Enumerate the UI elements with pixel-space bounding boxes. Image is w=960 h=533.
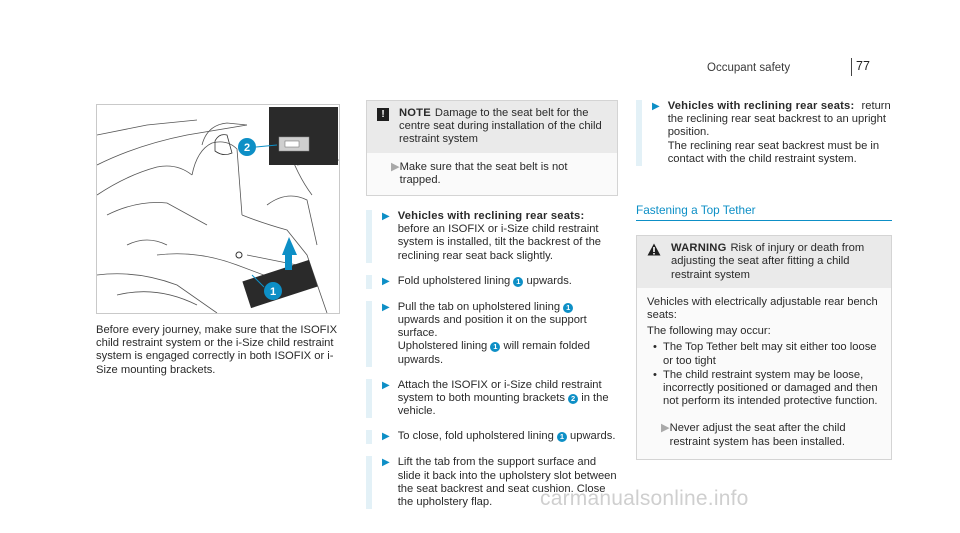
arrow-icon: ▶ [382, 301, 390, 313]
step-text: upwards. [523, 274, 572, 287]
warning-bullet [653, 341, 881, 367]
step-2 [366, 275, 618, 289]
watermark: carmanualsonline.info [540, 487, 749, 510]
note-label: NOTE [399, 107, 431, 119]
step-bar [366, 301, 372, 367]
bullet-text: The child restraint system may be loose, incorrectly positioned or damaged and then not perform its intended protective function. [663, 368, 878, 408]
warning-body [637, 288, 891, 459]
step-text: in the vehicle. [397, 392, 609, 418]
step-1 [366, 210, 618, 263]
warning-text: Risk of injury or death from adjusting the seat after fitting a child restraint system [671, 242, 865, 281]
step-text: upwards and position it on the support surface. [397, 314, 587, 340]
arrow-icon: ▶ [652, 101, 660, 112]
note-header [367, 101, 617, 153]
step-text: Upholstered lining [397, 340, 491, 353]
bullet-icon: • [653, 341, 657, 354]
callout-2: 2 [243, 142, 251, 154]
step-text: Lift the tab from the support surface and slide it back into the upholstery slot between the seat backrest and seat cushion. Close the upholstery flap. [397, 456, 617, 509]
step-bar [366, 210, 372, 263]
step-3 [366, 301, 618, 367]
figure-caption: Before every journey, make sure that the ISOFIX child restraint system or the i-Size child restraint system is engaged correctly in both ISOFIX or i-Size mounting brackets. [96, 324, 338, 376]
step-text: upwards. [566, 430, 616, 443]
note-text: Damage to the seat belt for the centre seat during installation of the child restraint system [399, 107, 602, 146]
warning-box [636, 235, 892, 460]
arrow-icon: ▶ [382, 275, 390, 287]
arrow-icon: ▶ [391, 160, 400, 173]
step-text: To close, fold upholstered lining [397, 430, 557, 443]
step-bar [366, 379, 372, 419]
step-4 [366, 379, 618, 419]
note-body [367, 153, 617, 195]
arrow-icon: ▶ [382, 457, 390, 469]
step-text: Attach the ISOFIX or i-Size child restraint system to both mounting brackets [397, 378, 602, 405]
warning-paragraph: Vehicles with electrically adjustable rear bench seats: [647, 295, 878, 322]
warning-triangle-icon [647, 243, 661, 256]
step-text: Pull the tab on upholstered lining [397, 300, 564, 313]
warning-step-text: Never adjust the seat after the child restraint system has been installed. [669, 422, 846, 448]
note-box [366, 100, 618, 196]
step-text: before an ISOFIX or i-Size child restraint system is installed, tilt the backrest of the reclining rear seat back slightly. [397, 223, 602, 262]
step-5 [366, 430, 618, 444]
callout-number: 1 [563, 303, 573, 313]
callout-number: 2 [568, 394, 578, 404]
warning-step [661, 422, 881, 448]
step-text: Fold upholstered lining [397, 274, 514, 287]
note-heading [399, 107, 609, 147]
arrow-icon: ▶ [382, 431, 390, 443]
page-number: 77 [856, 59, 870, 73]
exclamation-icon: ! [377, 108, 389, 121]
step-bar [366, 456, 372, 509]
arrow-icon: ▶ [661, 422, 670, 435]
warning-header [637, 236, 891, 288]
step-text: The reclining rear seat backrest must be in contact with the child restraint system. [667, 139, 880, 165]
step-bold: Vehicles with reclining rear seats: [397, 210, 585, 223]
step-text: return the reclining rear seat backrest to an upright position. [667, 100, 891, 139]
warning-label: WARNING [671, 242, 727, 255]
callout-number: 1 [513, 277, 523, 287]
note-step-text: Make sure that the seat belt is not trapped. [399, 160, 568, 186]
seat-drawing [97, 105, 339, 313]
step-reclining-return [636, 100, 892, 166]
section-heading: Fastening a Top Tether [636, 204, 892, 221]
tether-column [636, 100, 892, 460]
arrow-icon: ▶ [382, 211, 390, 223]
step-bar [366, 430, 372, 444]
bullet-text: The Top Tether belt may sit either too loose or too tight [663, 341, 877, 367]
warning-bullet [653, 369, 881, 409]
callout-number: 1 [557, 432, 567, 442]
arrow-icon: ▶ [382, 379, 390, 391]
step-bold: Vehicles with reclining rear seats: [667, 100, 855, 112]
page-number-rule [851, 58, 852, 76]
warning-paragraph: The following may occur: [647, 325, 771, 338]
note-step [391, 161, 607, 187]
callout-1: 1 [269, 286, 277, 298]
step-bar [366, 275, 372, 289]
warning-heading [671, 242, 883, 282]
instructions-column [366, 100, 618, 521]
callout-number: 1 [490, 342, 500, 352]
step-text: will remain folded upwards. [397, 340, 590, 366]
step-bar [636, 100, 642, 166]
seat-illustration [96, 104, 340, 314]
section-title: Occupant safety [707, 62, 791, 74]
bullet-icon: • [653, 368, 657, 381]
